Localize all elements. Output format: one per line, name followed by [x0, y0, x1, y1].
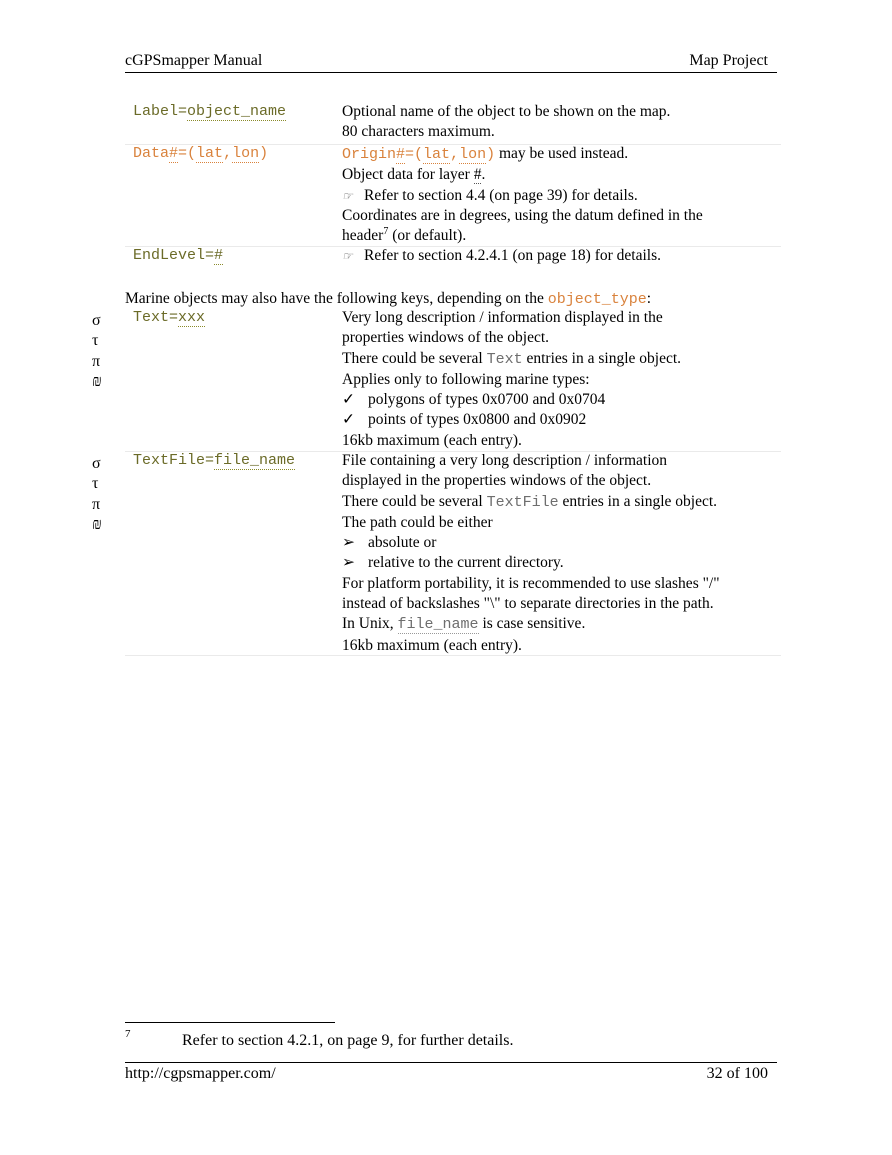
reference-icon: ☞: [342, 188, 353, 203]
desc-label: Optional name of the object to be shown on the map. 80 characters maximum.: [342, 103, 671, 141]
desc-text: Very long description / information displayed in the properties windows of the object. There could be several Text entries in a single object. Applies only to following marine types: ✓ polygons of types 0x0700 and 0x0704 ✓ points of types 0x0800 and 0x0902 16kb maximum (each entry).: [342, 309, 682, 449]
footnote-divider: [125, 1022, 335, 1023]
desc-data: Origin#=(lat,lon) may be used instead. Object data for layer #. ☞ Refer to section 4.4 (on page 39) for details. Coordinates are in degrees, using the datum defined in the header$^7$ (or default).: [342, 145, 703, 245]
key-textfile: TextFile=file_name: [133, 452, 296, 469]
footnote-text: Refer to section 4.2.1, on page 9, for further details.: [182, 1032, 514, 1049]
check-icon: ✓: [342, 391, 355, 409]
arrow-bullet-icon: ➢: [342, 534, 355, 552]
reference-icon: ☞: [342, 249, 353, 263]
footnote-ref[interactable]: 7: [383, 226, 389, 238]
marine-symbols-textfile: σ τ π ₪: [92, 455, 102, 533]
marine-symbols-text: σ τ π ₪: [92, 312, 102, 390]
table-row-data: [125, 144, 781, 247]
table-row-textfile: [125, 451, 781, 656]
header-title: cGPSmapper Manual: [125, 52, 263, 69]
desc-textfile: File containing a very long description / information displayed in the properties windows of the object. There could be several TextFile entries in a single object. The path could be either ➢ absolute or ➢ relative to the current directory. For platform portability, it is recommended to use slashes "/" instead of backslashes "\" to separate directories in the path. In Unix, file_name is case sensitive. 16kb maximum (each entry).: [342, 452, 720, 654]
footer-url[interactable]: http://cgpsmapper.com/: [125, 1065, 276, 1082]
key-data: Data#=(lat,lon): [133, 145, 269, 162]
table-row-text: [125, 308, 781, 452]
table-row-endlevel: [125, 246, 781, 268]
footnote-number: 7: [125, 1028, 131, 1040]
header-divider: [125, 72, 777, 73]
arrow-bullet-icon: ➢: [342, 554, 355, 572]
header-section: Map Project: [689, 52, 768, 69]
desc-endlevel: ☞ Refer to section 4.2.4.1 (on page 18) for details.: [342, 246, 782, 266]
key-label: Label=object_name: [133, 103, 287, 120]
key-endlevel: EndLevel=#: [133, 247, 224, 264]
footer-divider: [125, 1062, 777, 1063]
page-number: 32 of 100: [706, 1065, 768, 1082]
key-text: Text=xxx: [133, 309, 206, 326]
marine-intro: Marine objects may also have the following keys, depending on the object_type:: [125, 290, 652, 308]
table-row-label: [125, 102, 781, 145]
check-icon: ✓: [342, 411, 355, 429]
